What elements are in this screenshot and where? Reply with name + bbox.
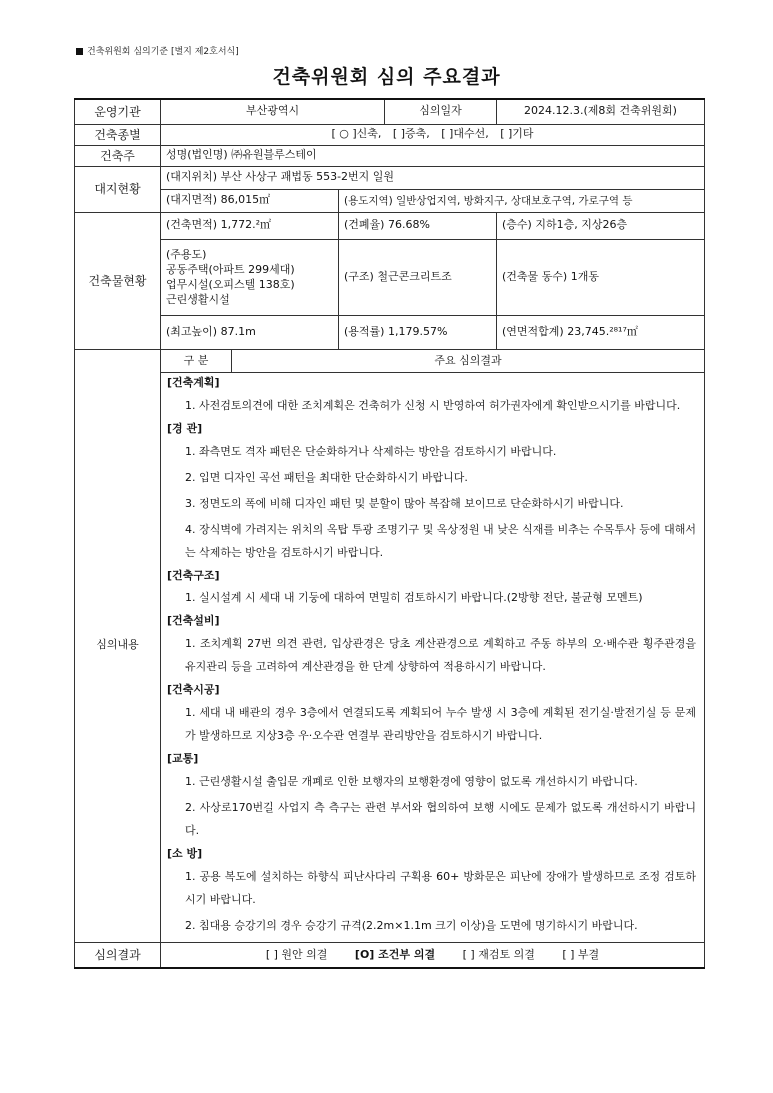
section-item-list (167, 632, 696, 678)
site-label: 대지현황 (75, 166, 161, 212)
building-area-row (75, 212, 705, 239)
result-original: [ ] 원안 의결 (265, 947, 328, 961)
section-item-list (167, 701, 696, 747)
owner-row (75, 145, 705, 166)
result-column-header: 주요 심의결과 (434, 353, 502, 367)
main-use-title: (주용도) (166, 248, 207, 262)
main-use-office: 업무시설(오피스텔 138호) (166, 278, 295, 292)
review-result-table (74, 98, 705, 969)
review-content-cell (161, 349, 705, 942)
building-use-row (75, 239, 705, 315)
operator-row (75, 99, 705, 124)
total-floor-area: (연면적합계) 23,745.²⁸¹⁷㎡ (497, 315, 705, 349)
site-area: (대지면적) 86,015㎡ (161, 189, 339, 212)
review-item: 1. 세대 내 배관의 경우 3층에서 연결되도록 계획되어 누수 발생 시 3층에 계획된 전기실·발전기실 등 문제가 발생하므로 지상3층 우·오수관 연결부 관리방안을 검토하시기 바랍니다. (185, 706, 697, 743)
review-item: 1. 근린생활시설 출입문 개폐로 인한 보행자의 보행환경에 영향이 없도록 개선하시기 바랍니다. (185, 774, 638, 788)
result-conditional: [O] 조건부 의결 (354, 947, 436, 961)
section-title: [건축설비] (167, 614, 220, 628)
result-label: 심의결과 (75, 942, 161, 968)
review-item: 1. 좌측면도 격자 패턴은 단순화하거나 삭제하는 방안을 검토하시기 바랍니다. (185, 444, 557, 458)
section-title: [소 방] (167, 846, 203, 860)
site-location-row (75, 166, 705, 189)
form-reference-text: 건축위원회 심의기준 [별지 제2호서식] (87, 47, 239, 57)
review-item: 2. 침대용 승강기의 경우 승강기 규격(2.2m×1.1m 크기 이상)을 도면에 명기하시기 바랍니다. (185, 918, 638, 932)
section-title: [교통] (167, 752, 199, 766)
document-title: 건축위원회 심의 주요결과 (272, 66, 501, 88)
floor-count: (층수) 지하1층, 지상26층 (497, 212, 705, 239)
result-options (161, 942, 705, 968)
option-major-repair: [ ]대수선, (441, 127, 489, 141)
main-use-retail: 근린생활시설 (166, 293, 230, 307)
section-title: [건축시공] (167, 683, 220, 697)
review-item: 1. 공용 복도에 설치하는 하향식 피난사다리 구획용 60+ 방화문은 피난에 장애가 발생하므로 조정 검토하시기 바랍니다. (185, 869, 697, 906)
option-new-build: [ ○ ]신축, (331, 127, 382, 141)
section-item-list (167, 586, 696, 609)
operator-value: 부산광역시 (161, 99, 385, 124)
square-bullet-icon (76, 48, 83, 55)
section-title: [건축구조] (167, 568, 220, 582)
section-title: [경 관] (167, 421, 203, 435)
result-row (75, 942, 705, 968)
option-other: [ ]기타 (500, 127, 534, 141)
building-type-options (161, 124, 705, 145)
review-sections (161, 373, 704, 942)
category-column-header: 구 분 (161, 350, 232, 372)
site-location: (대지위치) 부산 사상구 괘법동 553-2번지 일원 (161, 166, 705, 189)
operator-label: 운영기관 (75, 99, 161, 124)
site-area-row (75, 189, 705, 212)
result-re-review: [ ] 재검토 의결 (462, 947, 535, 961)
review-date-label: 심의일자 (385, 99, 497, 124)
review-item: 4. 장식벽에 가려지는 위치의 옥탑 투광 조명기구 및 옥상정원 내 낮은 식재를 비추는 수목투사 등에 대해서는 삭제하는 방안을 검토하시기 바랍니다. (185, 522, 697, 559)
review-item: 1. 조치계획 27번 의견 관련, 입상관경은 당초 계산관경으로 계획하고 주동 하부의 오·배수관 횡주관경을 유지관리 등을 고려하여 계산관경을 한 단계 상향하여 적용하시기 바랍니다. (185, 637, 697, 674)
option-extension: [ ]증축, (392, 127, 430, 141)
building-label: 건축물현황 (75, 212, 161, 349)
section-title: [건축계획] (167, 375, 220, 389)
coverage-ratio: (건폐율) 76.68% (339, 212, 497, 239)
review-item: 2. 사상로170번길 사업지 측 측구는 관련 부서와 협의하여 보행 시에도 문제가 없도록 개선하시기 바랍니다. (185, 800, 697, 837)
structure-type: (구조) 철근콘크리트조 (339, 239, 497, 315)
review-date-value: 2024.12.3.(제8회 건축위원회) (497, 99, 705, 124)
review-content-label: 심의내용 (75, 349, 161, 942)
review-item: 2. 입면 디자인 곡선 패턴을 최대한 단순화하시기 바랍니다. (185, 470, 468, 484)
building-type-row (75, 124, 705, 145)
review-content-row (75, 349, 705, 942)
building-type-label: 건축종별 (75, 124, 161, 145)
section-item-list (167, 770, 696, 842)
main-use (161, 239, 339, 315)
floor-area-ratio: (용적률) 1,179.57% (339, 315, 497, 349)
result-rejected: [ ] 부결 (562, 947, 600, 961)
review-item: 1. 실시설계 시 세대 내 기둥에 대하여 면밀히 검토하시기 바랍니다.(2방향 전단, 불균형 모멘트) (185, 591, 643, 605)
review-item: 1. 사전검토의견에 대한 조치계획은 건축허가 신청 시 반영하여 허가권자에게 확인받으시기를 바랍니다. (185, 398, 681, 412)
building-height-row (75, 315, 705, 349)
site-zoning: (용도지역) 일반상업지역, 방화지구, 상대보호구역, 가로구역 등 (339, 189, 705, 212)
max-height: (최고높이) 87.1m (161, 315, 339, 349)
review-subheader (161, 350, 704, 373)
main-use-apartment: 공동주택(아파트 299세대) (166, 263, 295, 277)
section-item-list (167, 865, 696, 937)
owner-value: 성명(법인명) ㈜유원블루스테이 (161, 145, 705, 166)
form-reference-note (76, 44, 239, 57)
section-item-list (167, 440, 696, 564)
review-item: 3. 정면도의 폭에 비해 디자인 패턴 및 분할이 많아 복잡해 보이므로 단순화하시기 바랍니다. (185, 496, 624, 510)
building-area: (건축면적) 1,772.²㎡ (161, 212, 339, 239)
section-item-list (167, 394, 696, 417)
owner-label: 건축주 (75, 145, 161, 166)
building-count: (건축물 동수) 1개동 (497, 239, 705, 315)
